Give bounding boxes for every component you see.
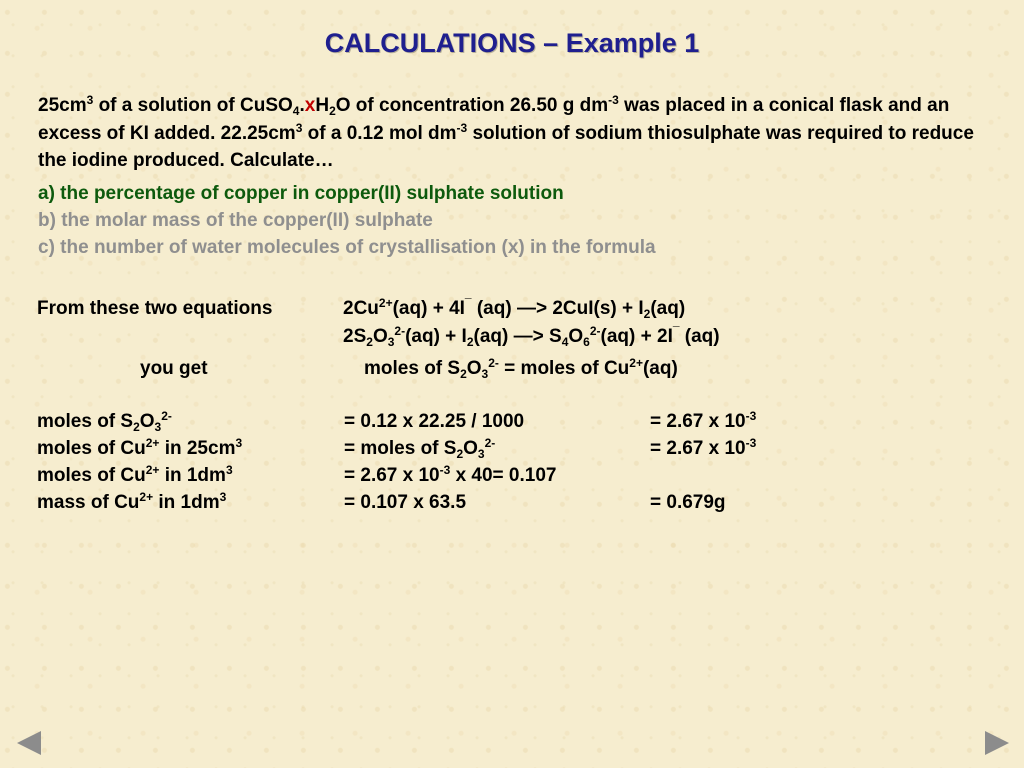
calc-row-4-expression: = 0.107 x 63.5: [344, 492, 467, 513]
calc-row-1-expression: = 0.12 x 22.25 / 1000: [344, 411, 525, 432]
calc-row-1-result: = 2.67 x $10^{-3}$: [650, 409, 757, 432]
question-a: a) the percentage of copper in copper(II) sulphate solution: [38, 183, 564, 204]
equation-1: $2Cu^{2+}(aq) + 4I^¯$ (aq) —> $2CuI(s) + I_2(aq)$: [343, 296, 686, 321]
question-list: [38, 180, 998, 261]
equations-label: From these two equations: [37, 298, 273, 319]
slide-title: CALCULATIONS – Example 1: [324, 28, 700, 58]
calc-row-4-label: mass of $Cu^{2+}$ in $1dm^3$: [37, 490, 227, 513]
question-b: b) the molar mass of the copper(II) sulphate: [38, 210, 433, 231]
calc-row-2-label: moles of $Cu^{2+}$ in $25cm^3$: [37, 436, 243, 459]
calc-row-1-label: moles of $S_2O_3^{2-}$: [37, 409, 172, 434]
calc-row-2-result: = 2.67 x $10^{-3}$: [650, 436, 757, 459]
problem-statement: $25cm^3$ of a solution of $CuSO_4.xH_2O$ of concentration 26.50 g $dm^{-3}$ was placed in a conical flask and an excess of KI added. $22.25cm^3$ of a 0.12 mol $dm^{-3}$ solution of sodium thiosulphate was required to reduce the iodine produced. Calculate…: [38, 93, 974, 171]
calc-row-2-expression: = moles of $S_2O_3^{2-}$: [344, 436, 496, 461]
calc-row-3-expression: = 2.67 x $10^{-3}$ x 40= 0.107: [344, 463, 557, 486]
equation-2: $2S_2O_3^{2-}(aq) + I_2(aq)$ —> $S_4O_6^{2-}(aq) + 2I^¯$ (aq): [343, 324, 720, 349]
previous-slide-icon[interactable]: [17, 731, 41, 755]
you-get-label: you get: [140, 358, 208, 379]
calc-row-4-result: = 0.679g: [650, 492, 726, 513]
mole-ratio-result: moles of $S_2O_3^{2-}$ = moles of $Cu^{2+}(aq)$: [364, 356, 678, 381]
calc-row-3-label: moles of $Cu^{2+}$ in $1dm^3$: [37, 463, 233, 486]
x-variable: x: [304, 95, 316, 116]
question-c: c) the number of water molecules of crystallisation (x) in the formula: [38, 237, 656, 258]
next-slide-icon[interactable]: [985, 731, 1009, 755]
